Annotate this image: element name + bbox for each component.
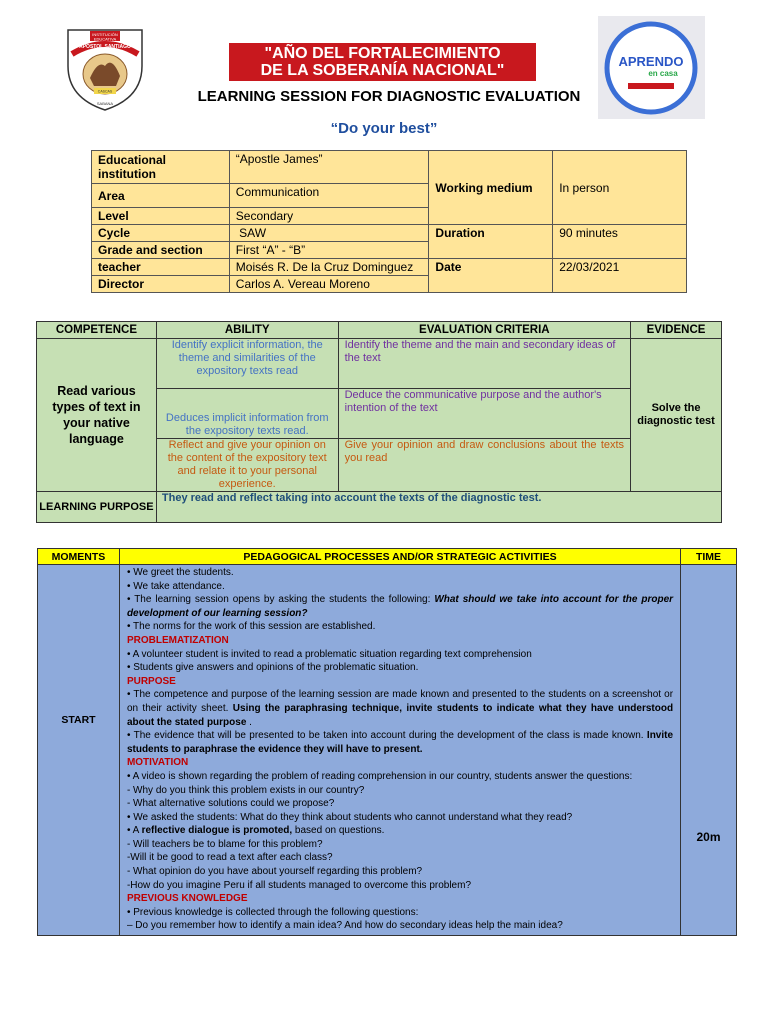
section-heading-problematization: PROBLEMATIZATION [126, 634, 229, 646]
svg-text:EDUCATIVA: EDUCATIVA [93, 36, 117, 42]
svg-text:SABANA: SABANA [96, 101, 114, 106]
activity-line: -Will it be good to read a text after each class? [126, 852, 333, 864]
activity-line: • A video is shown regarding the problem of reading comprehension in our country, students answer the questions: [126, 770, 633, 782]
institution-label: Educational institution [92, 151, 230, 184]
document-title: LEARNING SESSION FOR DIAGNOSTIC EVALUATION [197, 88, 581, 105]
svg-text:en casa: en casa [648, 69, 678, 78]
activity-line: - What opinion do you have about yourself regarding this problem? [126, 866, 423, 878]
moments-table [37, 548, 737, 936]
activity-line: • The norms for the work of this session are established. [126, 621, 376, 633]
criteria-1: Identify the theme and the main and secondary ideas of the text [338, 339, 630, 389]
activity-line: • Previous knowledge is collected through the following questions: [126, 906, 419, 918]
banner-line-1: "AÑO DEL FORTALECIMIENTO [264, 45, 501, 62]
activity-line: • A reflective dialogue is promoted, based on questions. [126, 825, 385, 837]
competence-table [36, 321, 722, 523]
criteria-3: Give your opinion and draw conclusions about the texts you read [338, 439, 630, 492]
medium-value: In person [553, 151, 687, 225]
activity-line: • The learning session opens by asking the students the following: What should we take into account for the proper development of our learning session? [126, 594, 674, 619]
activity-line: • A volunteer student is invited to read a problematic situation regarding text comprehension [126, 648, 532, 660]
director-value: Carlos A. Vereau Moreno [229, 276, 429, 293]
level-label: Level [92, 208, 230, 225]
activity-line: • We asked the students: What do they think about students who cannot understand what they read? [126, 811, 573, 823]
date-value: 22/03/2021 [553, 259, 687, 293]
level-value: Secondary [229, 208, 429, 225]
ability-1: Identify explicit information, the theme and similarities of the expository texts read [156, 339, 338, 389]
activity-line: -How do you imagine Peru if all students managed to overcome this problem? [126, 879, 472, 891]
grade-label: Grade and section [92, 242, 230, 259]
svg-text:INSTITUCIÓN: INSTITUCIÓN [92, 32, 118, 37]
institution-value: “Apostle James” [229, 151, 429, 184]
section-heading-motivation: MOTIVATION [126, 757, 189, 769]
motto: “Do your best” [330, 120, 438, 137]
year-banner [229, 43, 536, 81]
activities-cell [119, 565, 680, 936]
activity-line: • The competence and purpose of the learning session are made known and presented to the students on a screenshot or on their activity sheet. Using the paraphrasing technique, invite students to indicate what they have understood about the stated purpose . [126, 689, 674, 728]
moment-start: START [38, 565, 120, 936]
evidence-text: Solve the diagnostic test [631, 339, 722, 492]
duration-label: Duration [429, 225, 553, 259]
evidence-header: EVIDENCE [631, 322, 722, 339]
banner-line-2: DE LA SOBERANÍA NACIONAL" [260, 62, 505, 79]
time-header: TIME [681, 549, 737, 565]
competence-header: COMPETENCE [37, 322, 157, 339]
learning-purpose-text: They read and reflect taking into account the texts of the diagnostic test. [156, 492, 721, 523]
activity-line: • We take attendance. [126, 580, 225, 592]
session-info-table [91, 150, 687, 293]
cycle-value: SAW [229, 225, 429, 242]
criteria-header: EVALUATION CRITERIA [338, 322, 630, 339]
criteria-2: Deduce the communicative purpose and the author's intention of the text [338, 389, 630, 439]
director-label: Director [92, 276, 230, 293]
activity-line: - What alternative solutions could we propose? [126, 798, 335, 810]
activity-line: - Will teachers be to blame for this problem? [126, 838, 323, 850]
activities-header: PEDAGOGICAL PROCESSES AND/OR STRATEGIC ACTIVITIES [119, 549, 680, 565]
teacher-label: teacher [92, 259, 230, 276]
teacher-value: Moisés R. De la Cruz Dominguez [229, 259, 429, 276]
svg-text:APRENDO: APRENDO [618, 54, 684, 69]
section-heading-previous-knowledge: PREVIOUS KNOWLEDGE [126, 893, 248, 905]
svg-text:CASCAS: CASCAS [97, 89, 113, 94]
moments-header: MOMENTS [38, 549, 120, 565]
ability-2: Deduces implicit information from the expository texts read. [156, 389, 338, 439]
activity-line: • We greet the students. [126, 567, 234, 578]
activity-line: • Students give answers and opinions of the problematic situation. [126, 662, 419, 674]
learning-purpose-label: LEARNING PURPOSE [37, 492, 157, 523]
activity-line: – Do you remember how to identify a main idea? And how do secondary ideas help the main idea? [126, 920, 563, 932]
section-heading-purpose: PURPOSE [126, 675, 176, 687]
area-label: Area [92, 184, 230, 208]
area-value: Communication [229, 184, 429, 208]
activity-line: - Why do you think this problem exists in our country? [126, 784, 365, 796]
cycle-label: Cycle [92, 225, 230, 242]
time-value: 20m [681, 565, 737, 936]
grade-value: First “A” - “B” [229, 242, 429, 259]
medium-label: Working medium [429, 151, 553, 225]
svg-text:"APÓSTOL SANTIAGO": "APÓSTOL SANTIAGO" [76, 44, 134, 50]
duration-value: 90 minutes [553, 225, 687, 259]
ability-header: ABILITY [156, 322, 338, 339]
date-label: Date [429, 259, 553, 293]
ability-3: Reflect and give your opinion on the content of the expository text and relate it to your personal experience. [156, 439, 338, 492]
competence-text: Read various types of text in your native language [37, 339, 157, 492]
activity-line: • The evidence that will be presented to be taken into account during the development of the class is made known. Invite students to paraphrase the evidence they will have to present. [126, 730, 674, 755]
